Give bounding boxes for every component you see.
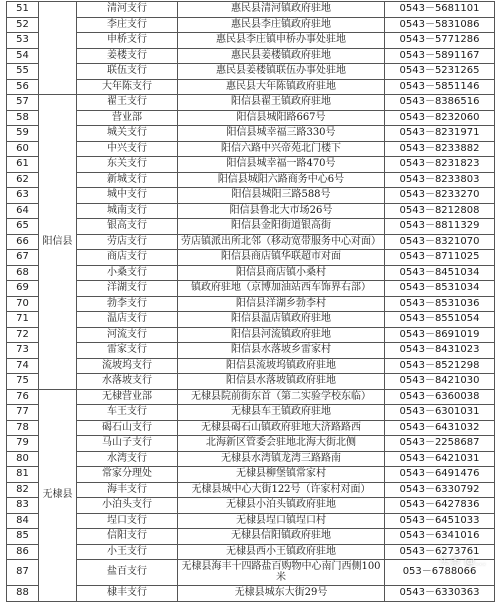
branch-name-cell: 劳店支行 (77, 234, 178, 250)
row-number-cell: 80 (7, 451, 39, 467)
branch-name-cell: 小王支行 (77, 544, 178, 560)
row-number-cell: 59 (7, 126, 39, 142)
branch-name-cell: 温店支行 (77, 312, 178, 328)
address-cell: 无棣县信阳镇政府驻地 (178, 529, 385, 545)
row-number-cell: 86 (7, 544, 39, 560)
branch-name-cell: 翟王支行 (77, 95, 178, 111)
table-row (7, 188, 495, 204)
address-cell: 无棣县埕口镇埕口村 (178, 513, 385, 529)
row-number-cell: 69 (7, 281, 39, 297)
phone-cell: 0543－8531036 (385, 296, 495, 312)
phone-cell: 0543－8321070 (385, 234, 495, 250)
address-cell: 阳信县洋湖乡勃李村 (178, 296, 385, 312)
branch-name-cell: 棣丰支行 (77, 586, 178, 602)
table-row (7, 327, 495, 343)
address-cell: 惠民县清河镇政府驻地 (178, 2, 385, 18)
branch-name-cell: 联伍支行 (77, 64, 178, 80)
row-number-cell: 82 (7, 482, 39, 498)
table-row (7, 126, 495, 142)
phone-cell: 0543－8232060 (385, 110, 495, 126)
branch-name-cell: 商店支行 (77, 250, 178, 266)
table-row (7, 64, 495, 80)
branch-name-cell: 车王支行 (77, 405, 178, 421)
address-cell: 阳信县水落坡镇政府驻地 (178, 374, 385, 390)
branch-name-cell: 无棣营业部 (77, 389, 178, 405)
table-row (7, 420, 495, 436)
table-row (7, 203, 495, 219)
row-number-cell: 79 (7, 436, 39, 452)
row-number-cell: 57 (7, 95, 39, 111)
table-row (7, 172, 495, 188)
table-row (7, 451, 495, 467)
address-cell: 阳信县流坡坞镇政府驻地 (178, 358, 385, 374)
row-number-cell: 70 (7, 296, 39, 312)
branch-name-cell: 营业部 (77, 110, 178, 126)
address-cell: 阳信县城幸福三路330号 (178, 126, 385, 142)
phone-cell: 0543－6360038 (385, 389, 495, 405)
address-cell: 阳信县翟王镇政府驻地 (178, 95, 385, 111)
phone-cell: 053－6788066 (385, 560, 495, 586)
row-number-cell: 66 (7, 234, 39, 250)
address-cell: 阳信县温店镇政府驻地 (178, 312, 385, 328)
table-row (7, 544, 495, 560)
table-row (7, 141, 495, 157)
address-cell: 惠民县大年陈镇政府驻地 (178, 79, 385, 95)
branch-name-cell: 碣石山支行 (77, 420, 178, 436)
phone-cell: 0543－8421030 (385, 374, 495, 390)
table-row (7, 389, 495, 405)
branch-name-cell: 城关支行 (77, 126, 178, 142)
branch-name-cell: 信阳支行 (77, 529, 178, 545)
table-row (7, 48, 495, 64)
row-number-cell: 54 (7, 48, 39, 64)
phone-cell: 0543－5851146 (385, 79, 495, 95)
address-cell: 阳信县城幸福一路470号 (178, 157, 385, 173)
table-row (7, 234, 495, 250)
phone-cell: 0543－6451033 (385, 513, 495, 529)
table-row (7, 529, 495, 545)
branch-name-cell: 水落坡支行 (77, 374, 178, 390)
phone-cell: 0543－8691019 (385, 327, 495, 343)
row-number-cell: 76 (7, 389, 39, 405)
table-row (7, 17, 495, 33)
row-number-cell: 58 (7, 110, 39, 126)
phone-cell: 0543－6421031 (385, 451, 495, 467)
row-number-cell: 75 (7, 374, 39, 390)
branch-directory-table (6, 1, 495, 602)
row-number-cell: 56 (7, 79, 39, 95)
address-cell: 阳信县城阳六路商务中心6号 (178, 172, 385, 188)
table-row (7, 358, 495, 374)
phone-cell: 0543－8711025 (385, 250, 495, 266)
phone-cell: 0543－6341016 (385, 529, 495, 545)
branch-name-cell: 埕口支行 (77, 513, 178, 529)
address-cell: 无棣县城东大街29号 (178, 586, 385, 602)
address-cell: 阳信县城阳三路588号 (178, 188, 385, 204)
row-number-cell: 72 (7, 327, 39, 343)
address-cell: 无棣县西小王镇政府驻地 (178, 544, 385, 560)
county-cell (39, 2, 77, 95)
phone-cell: 0543－8231823 (385, 157, 495, 173)
phone-cell: 0543－8531034 (385, 281, 495, 297)
branch-name-cell: 申桥支行 (77, 33, 178, 49)
row-number-cell: 87 (7, 560, 39, 586)
phone-cell: 0543－8233882 (385, 141, 495, 157)
row-number-cell: 67 (7, 250, 39, 266)
table-row (7, 110, 495, 126)
branch-name-cell: 马山子支行 (77, 436, 178, 452)
phone-cell: 0543－6491476 (385, 467, 495, 483)
table-row (7, 513, 495, 529)
row-number-cell: 71 (7, 312, 39, 328)
address-cell: 阳信县商店镇华联超市对面 (178, 250, 385, 266)
address-cell: 无棣县碣石山镇政府驻地大济路路西 (178, 420, 385, 436)
table-row (7, 560, 495, 586)
phone-cell: 0543－8451034 (385, 265, 495, 281)
branch-name-cell: 银高支行 (77, 219, 178, 235)
phone-cell: 0543－8233803 (385, 172, 495, 188)
table-row (7, 467, 495, 483)
watermark-text: 头条 @… (438, 555, 486, 568)
branch-name-cell: 河流支行 (77, 327, 178, 343)
table-row (7, 265, 495, 281)
branch-name-cell: 小泊头支行 (77, 498, 178, 514)
row-number-cell: 74 (7, 358, 39, 374)
address-cell: 无棣县院前街东首（第二实验学校东临） (178, 389, 385, 405)
phone-cell: 0543－6330792 (385, 482, 495, 498)
branch-name-cell: 新城支行 (77, 172, 178, 188)
address-cell: 阳信县水落坡乡雷家村 (178, 343, 385, 359)
phone-cell: 0543－6427836 (385, 498, 495, 514)
county-cell: 阳信县 (39, 95, 77, 390)
table-row (7, 312, 495, 328)
phone-cell: 0543－8386516 (385, 95, 495, 111)
row-number-cell: 77 (7, 405, 39, 421)
branch-name-cell: 小桑支行 (77, 265, 178, 281)
address-cell: 阳信县商店镇小桑村 (178, 265, 385, 281)
branch-name-cell: 中兴支行 (77, 141, 178, 157)
row-number-cell: 55 (7, 64, 39, 80)
branch-name-cell: 城中支行 (77, 188, 178, 204)
table-row (7, 157, 495, 173)
row-number-cell: 62 (7, 172, 39, 188)
address-cell: 阳信县鲁北大市场26号 (178, 203, 385, 219)
phone-cell: 0543－5831086 (385, 17, 495, 33)
address-cell: 阳信六路中兴帝苑北门楼下 (178, 141, 385, 157)
address-cell: 劳店镇派出所北邻（移动宽带服务中心对面） (178, 234, 385, 250)
row-number-cell: 88 (7, 586, 39, 602)
branch-name-cell: 盐百支行 (77, 560, 178, 586)
branch-name-cell: 雷家支行 (77, 343, 178, 359)
phone-cell: 0543－5891167 (385, 48, 495, 64)
table-row (7, 482, 495, 498)
phone-cell: 0543－5231265 (385, 64, 495, 80)
phone-cell: 0543－5681101 (385, 2, 495, 18)
branch-name-cell: 海丰支行 (77, 482, 178, 498)
address-cell: 惠民县李庄镇申桥办事处驻地 (178, 33, 385, 49)
row-number-cell: 64 (7, 203, 39, 219)
table-row (7, 436, 495, 452)
address-cell: 无棣县小泊头镇政府驻地 (178, 498, 385, 514)
row-number-cell: 85 (7, 529, 39, 545)
row-number-cell: 84 (7, 513, 39, 529)
table-row (7, 586, 495, 602)
table-row (7, 219, 495, 235)
phone-cell: 0543－8811329 (385, 219, 495, 235)
phone-cell: 0543－6431032 (385, 420, 495, 436)
branch-name-cell: 水湾支行 (77, 451, 178, 467)
address-cell: 阳信县城阳路667号 (178, 110, 385, 126)
table-row (7, 296, 495, 312)
row-number-cell: 51 (7, 2, 39, 18)
row-number-cell: 63 (7, 188, 39, 204)
phone-cell: 0543－8233270 (385, 188, 495, 204)
row-number-cell: 53 (7, 33, 39, 49)
phone-cell: 0543－6273761 (385, 544, 495, 560)
table-row (7, 281, 495, 297)
address-cell: 无棣县柳堡镇常家村 (178, 467, 385, 483)
table-row (7, 95, 495, 111)
table-row (7, 405, 495, 421)
address-cell: 惠民县李庄镇政府驻地 (178, 17, 385, 33)
row-number-cell: 60 (7, 141, 39, 157)
table-row (7, 250, 495, 266)
row-number-cell: 52 (7, 17, 39, 33)
branch-name-cell: 洋湖支行 (77, 281, 178, 297)
row-number-cell: 61 (7, 157, 39, 173)
table-row (7, 2, 495, 18)
phone-cell: 0543－8521298 (385, 358, 495, 374)
phone-cell: 0543－8551054 (385, 312, 495, 328)
address-cell: 无棣县城中心大街122号（许家村对面） (178, 482, 385, 498)
branch-name-cell: 大年陈支行 (77, 79, 178, 95)
phone-cell: 0543－6301031 (385, 405, 495, 421)
branch-name-cell: 东关支行 (77, 157, 178, 173)
branch-name-cell: 城南支行 (77, 203, 178, 219)
phone-cell: 0543－8231971 (385, 126, 495, 142)
row-number-cell: 78 (7, 420, 39, 436)
table-row (7, 343, 495, 359)
address-cell: 镇政府驻地（京博加油站西车饰界右部） (178, 281, 385, 297)
table-row (7, 33, 495, 49)
row-number-cell: 68 (7, 265, 39, 281)
branch-name-cell: 勃李支行 (77, 296, 178, 312)
row-number-cell: 81 (7, 467, 39, 483)
phone-cell: 0543－5771286 (385, 33, 495, 49)
address-cell: 无棣县车王镇政府驻地 (178, 405, 385, 421)
address-cell: 惠民县姜楼镇政府驻地 (178, 48, 385, 64)
county-cell: 无棣县 (39, 389, 77, 601)
branch-name-cell: 流坡坞支行 (77, 358, 178, 374)
phone-cell: 0543－2258687 (385, 436, 495, 452)
address-cell: 惠民县姜楼镇联伍办事处驻地 (178, 64, 385, 80)
table-row (7, 79, 495, 95)
address-cell: 阳信县河流镇政府驻地 (178, 327, 385, 343)
row-number-cell: 65 (7, 219, 39, 235)
address-cell: 阳信县金阳街道银高街 (178, 219, 385, 235)
table-row (7, 374, 495, 390)
row-number-cell: 83 (7, 498, 39, 514)
address-cell: 北海新区管委会驻地北海大街北侧 (178, 436, 385, 452)
branch-name-cell: 清河支行 (77, 2, 178, 18)
address-cell: 无棣县海丰十四路盐百购物中心南门西侧100米 (178, 560, 385, 586)
branch-name-cell: 常家分理处 (77, 467, 178, 483)
phone-cell: 0543－8431023 (385, 343, 495, 359)
branch-name-cell: 姜楼支行 (77, 48, 178, 64)
phone-cell: 0543－6330363 (385, 586, 495, 602)
address-cell: 无棣县水湾镇龙湾三路路南 (178, 451, 385, 467)
branch-name-cell: 李庄支行 (77, 17, 178, 33)
table-row (7, 498, 495, 514)
phone-cell: 0543－8212808 (385, 203, 495, 219)
row-number-cell: 73 (7, 343, 39, 359)
